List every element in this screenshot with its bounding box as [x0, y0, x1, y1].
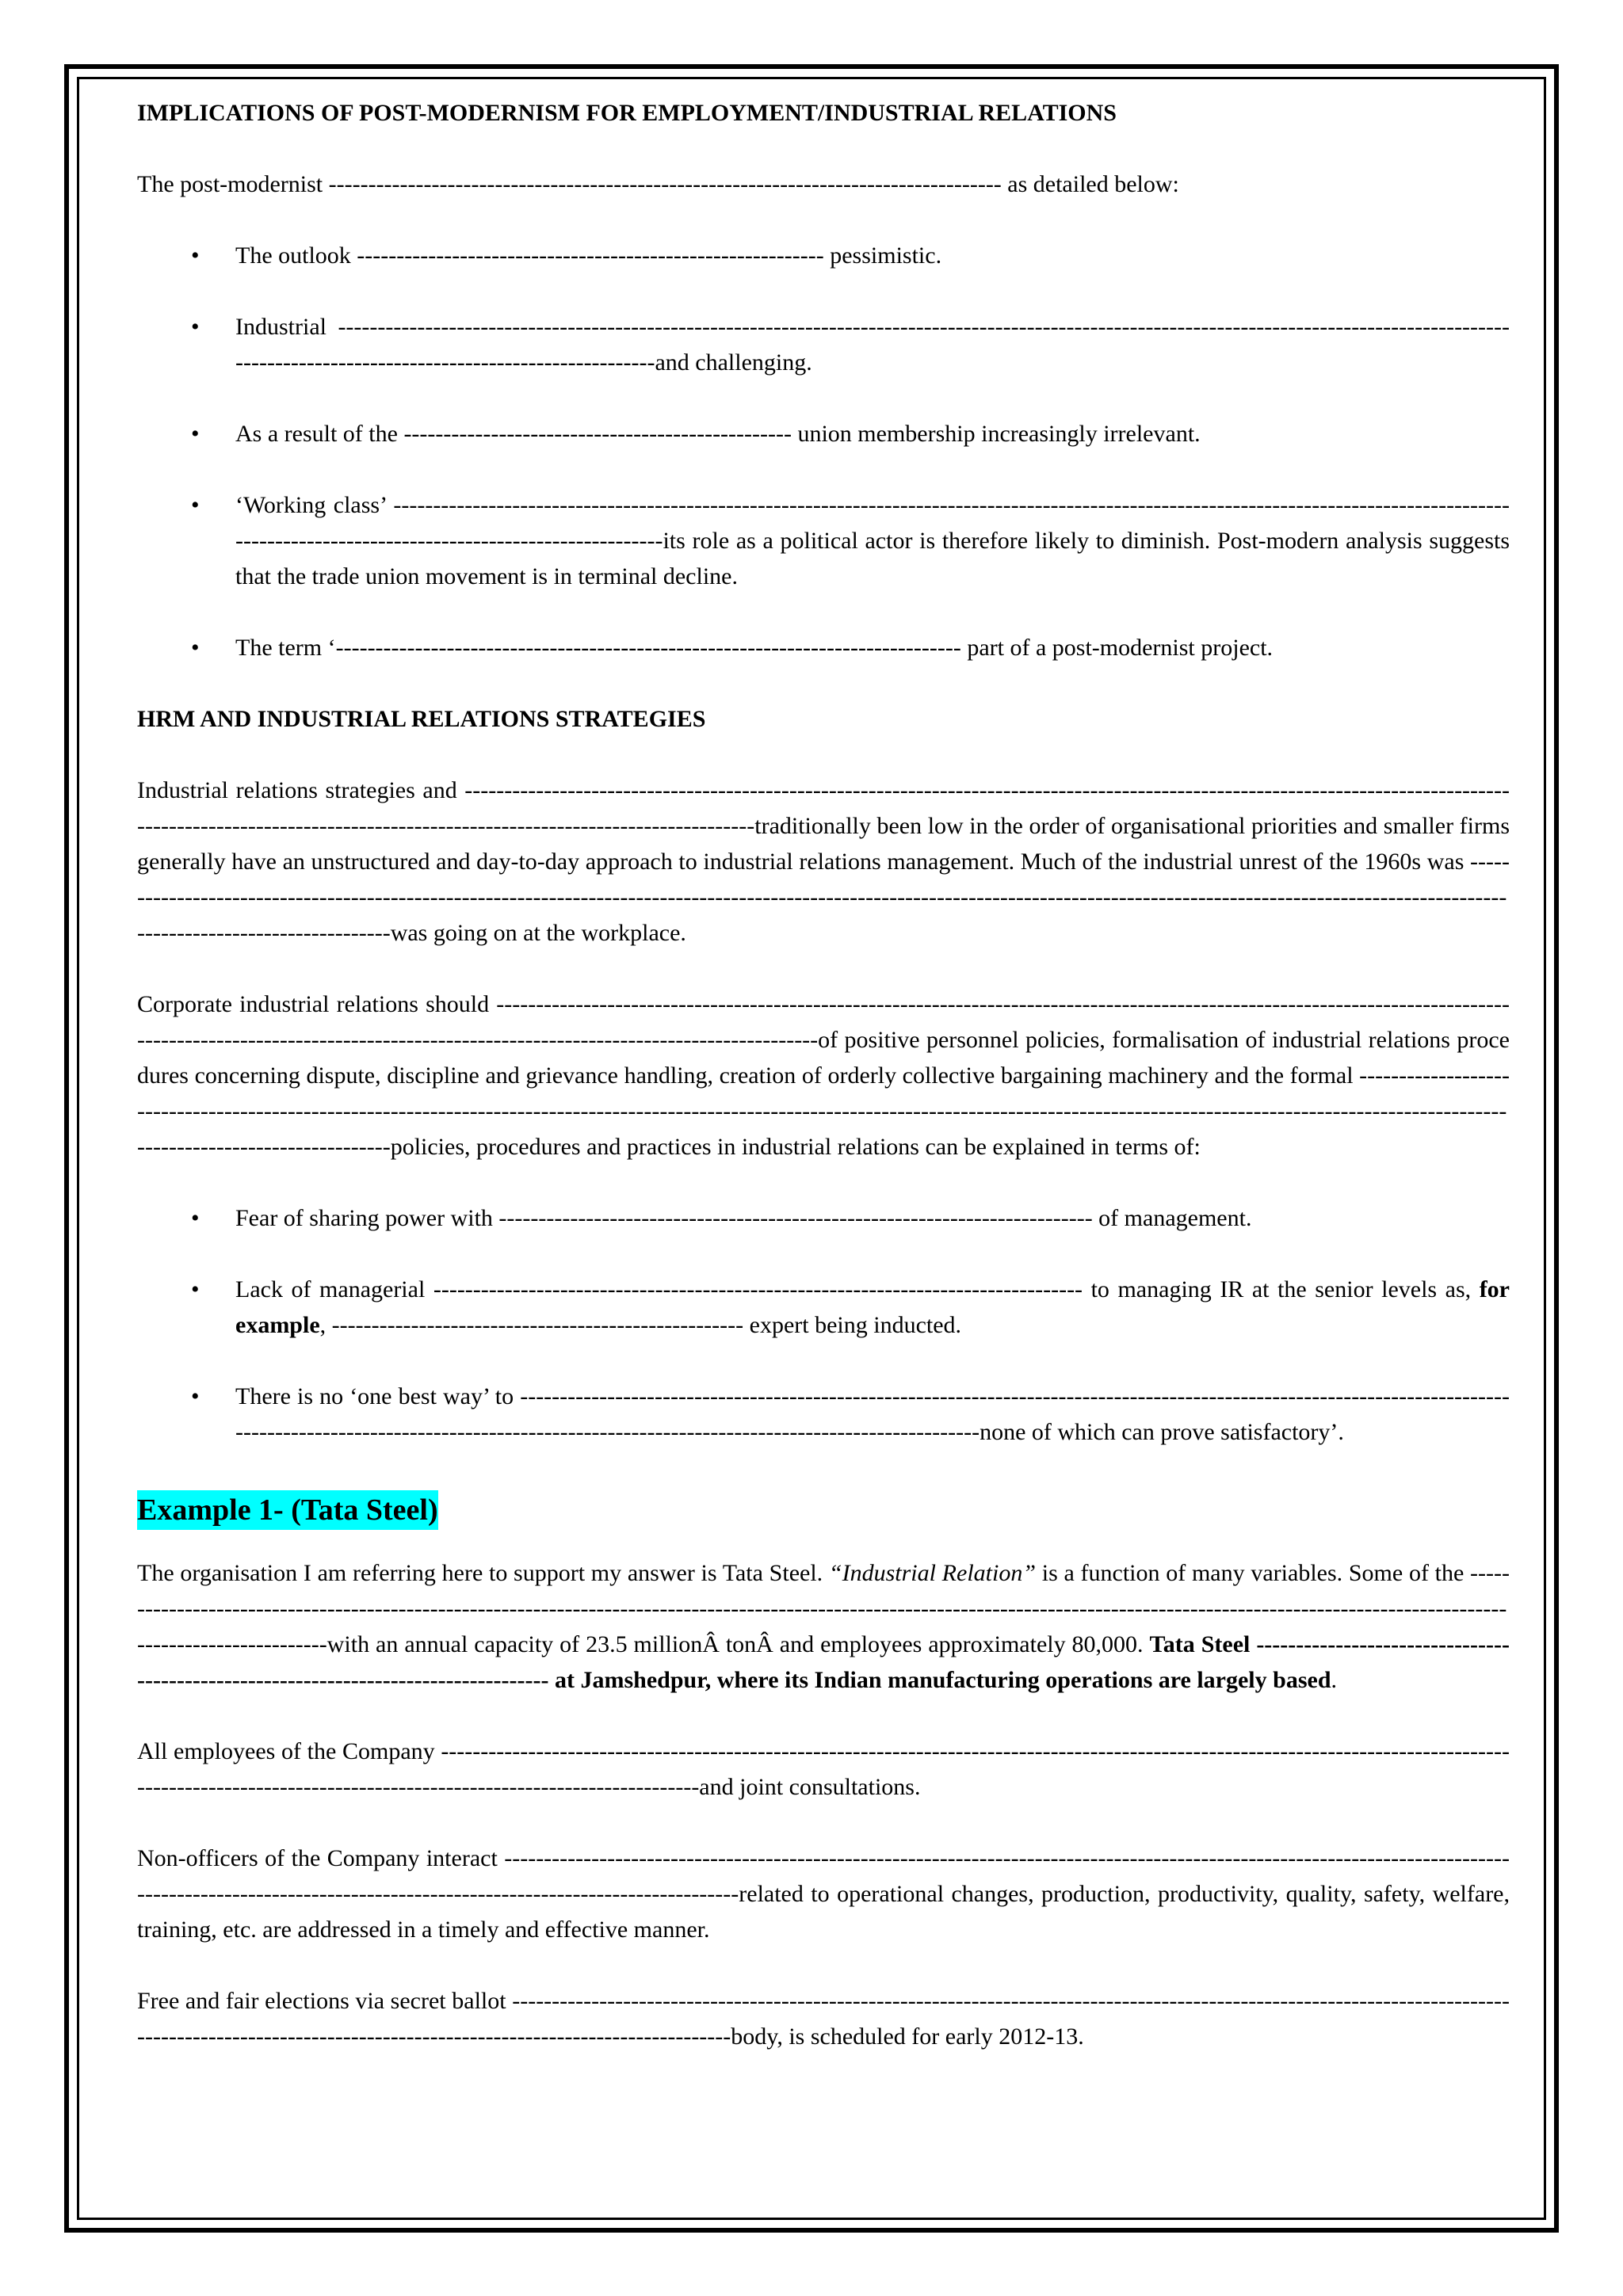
bullet-icon: •: [191, 242, 200, 269]
list-item: [137, 416, 1510, 452]
list-item: [137, 630, 1510, 666]
bullet-icon: •: [191, 635, 200, 661]
postmodernism-bullet-list: [137, 238, 1510, 666]
list-item-text: The term ‘------------------------------------------------------------------------------- part of a post-modernist project.: [235, 635, 1274, 661]
list-item: [137, 238, 1510, 273]
bullet-icon: •: [191, 492, 200, 518]
list-item: [137, 487, 1510, 594]
list-item-text: Industrial ---------------------------------------------------------------------------------------------------------------------------------------------------------------------------------------------------------and challenging.: [235, 314, 1510, 376]
bullet-icon: •: [191, 314, 200, 340]
list-item-text: Fear of sharing power with --------------------------------------------------------------------------- of management.: [235, 1205, 1252, 1231]
example-text: .: [1331, 1667, 1338, 1693]
section-heading-postmodernism: IMPLICATIONS OF POST-MODERNISM FOR EMPLOYMENT/INDUSTRIAL RELATIONS: [137, 100, 1117, 126]
section-heading-hrm: HRM AND INDUSTRIAL RELATIONS STRATEGIES: [137, 706, 706, 732]
list-item-text: The outlook ----------------------------------------------------------- pessimistic.: [235, 242, 942, 269]
list-item-text-tail: , ---------------------------------------------------- expert being inducted.: [319, 1312, 962, 1338]
bullet-icon: •: [191, 1276, 200, 1302]
list-item: [137, 1200, 1510, 1236]
bullet-icon: •: [191, 1383, 200, 1409]
example-paragraph-2: All employees of the Company --------------------------------------------------------------------------------------------------------------------------------------------------------------------------------------------------------------and joint consultations.: [137, 1738, 1510, 1800]
list-item-text: As a result of the ------------------------------------------------- union membership increasingly irrelevant.: [235, 421, 1201, 447]
example-text: The organisation I am referring here to support my answer is Tata Steel.: [137, 1560, 829, 1586]
bullet-icon: •: [191, 421, 200, 447]
example-bold-text: Tata Steel ------------------------------------------------------------------------------------ at Jamshedpur, where its Indian manufacturing operations are largely based: [137, 1631, 1510, 1693]
list-item-text: Lack of managerial ---------------------------------------------------------------------------------- to managing IR at the senior levels as,: [235, 1276, 1480, 1302]
hrm-paragraph-2: Corporate industrial relations should ----------------------------------------------------------------------------------------------------------------------------------------------------------------------------------------------------------------------of positive personnel policies, formalisation of industrial relations procedures concerning dispute, discipline and grievance handling, creation of orderly collective bargaining machinery and the formal --------------------------------------------------------------------------------------------------------------------------------------------------------------------------------------------------------------------------------policies, procedures and practices in industrial relations can be explained in terms of:: [137, 991, 1510, 1160]
bullet-icon: •: [191, 1205, 200, 1231]
list-item: [137, 1272, 1510, 1343]
list-item-text: ‘Working class’ ---------------------------------------------------------------------------------------------------------------------------------------------------------------------------------------------------its role as a political actor is therefore likely to diminish. Post-modern analysis suggests that the trade union movement is in terminal decline.: [235, 492, 1510, 589]
hrm-bullet-list: [137, 1200, 1510, 1450]
list-item-bold-text: for example: [235, 1276, 1510, 1338]
postmodernism-intro: The post-modernist ------------------------------------------------------------------------------------- as detailed below:: [137, 171, 1179, 197]
list-item: [137, 309, 1510, 380]
list-item: [137, 1379, 1510, 1450]
list-item-text: There is no ‘one best way’ to ---------------------------------------------------------------------------------------------------------------------------------------------------------------------------------------------------------------------------none of which can prove satisfactory’.: [235, 1383, 1510, 1445]
example-paragraph-3: Non-officers of the Company interact -----------------------------------------------------------------------------------------------------------------------------------------------------------------------------------------------------------related to operational changes, production, productivity, quality, safety, welfare, training, etc. are addressed in a timely and effective manner.: [137, 1845, 1510, 1943]
example-heading: Example 1- (Tata Steel): [137, 1490, 438, 1530]
hrm-paragraph-1: Industrial relations strategies and ------------------------------------------------------------------------------------------------------------------------------------------------------------------------------------------------------------------traditionally been low in the order of organisational priorities and smaller firms generally have an unstructured and day-to-day approach to industrial relations management. Much of the industrial unrest of the 1960s was ------------------------------------------------------------------------------------------------------------------------------------------------------------------------------------------------------------------was going on at the workplace.: [137, 777, 1510, 946]
example-paragraph-4: Free and fair elections via secret ballot ---------------------------------------------------------------------------------------------------------------------------------------------------------------------------------------------------------body, is scheduled for early 2012-13.: [137, 1988, 1510, 2050]
example-paragraph-1: [137, 1555, 1510, 1698]
example-italic-text: “Industrial Relation”: [828, 1560, 1037, 1586]
document-body: [137, 95, 1510, 2090]
example-text: is a function of many variables. Some of the ----------------------------------------------------------------------------------------------------------------------------------------------------------------------------------------------------------with an annual capacity of 23.5 millionÂ tonÂ and employees approximately 80,000.: [137, 1560, 1510, 1657]
